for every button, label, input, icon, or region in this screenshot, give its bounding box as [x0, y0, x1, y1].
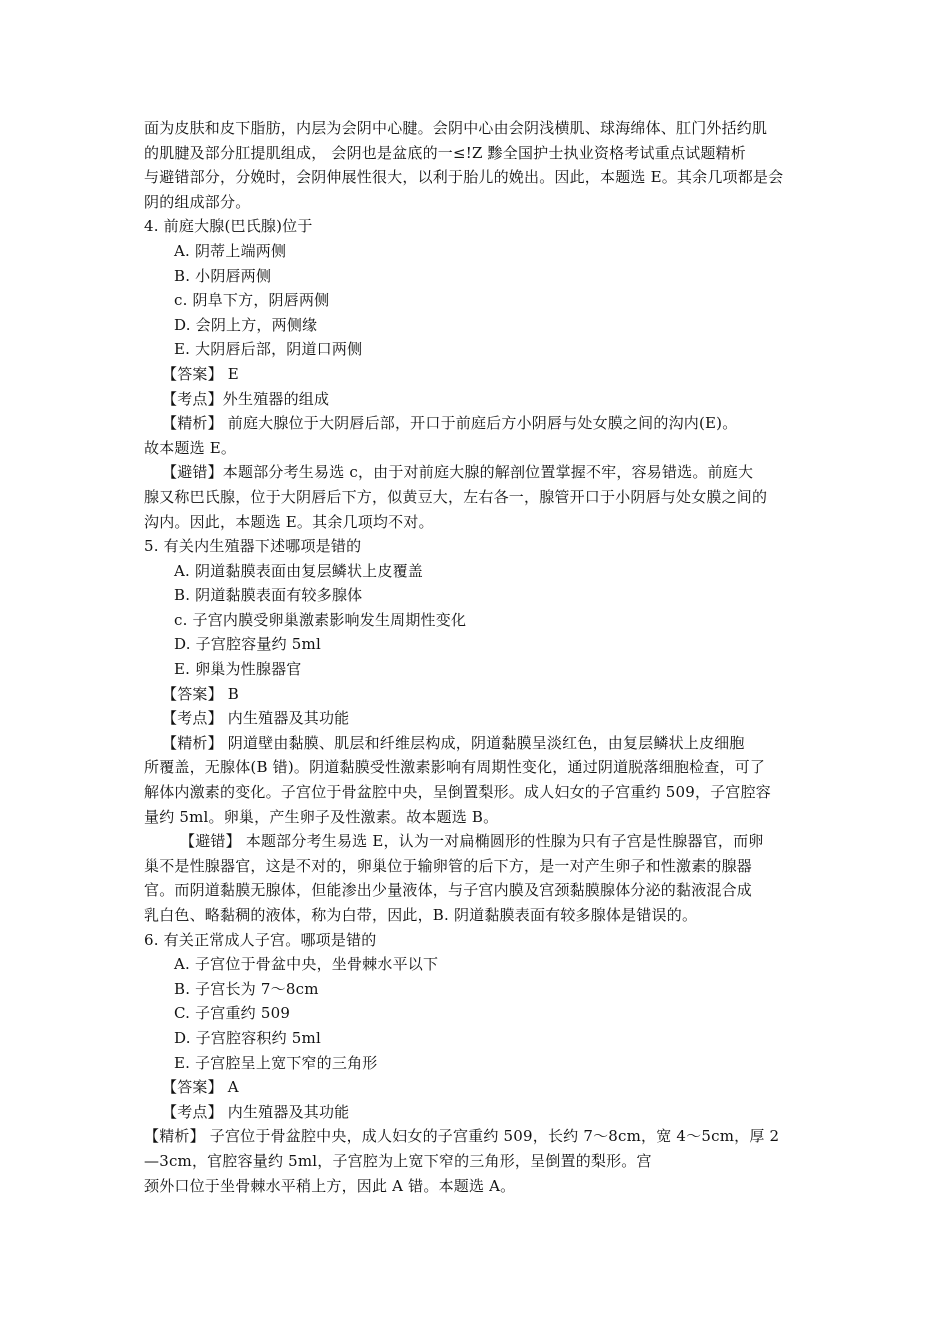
text-line: 6. 有关正常成人子宫。哪项是错的: [144, 930, 377, 949]
text-line: 【精析】 阴道壁由黏膜、肌层和纤维层构成，阴道黏膜呈淡红色，由复层鳞状上皮细胞: [162, 733, 745, 752]
text-line: C. 子宫重约 509: [174, 1004, 291, 1023]
text-line: 4. 前庭大腺(巴氏腺)位于: [144, 217, 313, 236]
text-line: D. 子宫腔容积约 5ml: [174, 1028, 321, 1047]
text-line: B. 小阴唇两侧: [174, 266, 272, 285]
text-line: A. 阴蒂上端两侧: [174, 241, 287, 260]
text-line: 乳白色、略黏稠的液体，称为白带，因此，B. 阴道黏膜表面有较多腺体是错误的。: [144, 906, 698, 924]
text-line: 【答案】 A: [162, 1078, 239, 1097]
text-line: 【避错】 本题部分考生易选 E，认为一对扁椭圆形的性腺为只有子宫是性腺器官，而卵: [180, 832, 764, 851]
text-line: 【答案】 E: [162, 364, 239, 383]
text-line: 面为皮肤和皮下脂肪，内层为会阴中心腱。会阴中心由会阴浅横肌、球海绵体、肛门外括约肌: [144, 119, 768, 137]
text-line: 【精析】 前庭大腺位于大阴唇后部，开口于前庭后方小阴唇与处女膜之间的沟内(E)。: [162, 414, 738, 433]
text-line: 【考点】 内生殖器及其功能: [162, 1102, 350, 1121]
text-line: 与避错部分，分娩时，会阴伸展性很大，以利于胎儿的娩出。因此，本题选 E。其余几项都是会: [144, 168, 784, 187]
text-line: 颈外口位于坐骨棘水平稍上方，因此 A 错。本题选 A。: [144, 1176, 516, 1195]
text-line: 的肌腱及部分肛提肌组成， 会阴也是盆底的一≤!Z 黪全国护士执业资格考试重点试题精析: [144, 143, 746, 162]
text-line: 量约 5ml。卵巢，产生卵子及性激素。故本题选 B。: [144, 807, 499, 826]
text-line: B. 阴道黏膜表面有较多腺体: [174, 586, 363, 605]
text-line: 腺又称巴氏腺，位于大阴唇后下方，似黄豆大，左右各一，腺管开口于小阴唇与处女膜之间的: [144, 487, 768, 506]
text-line: E. 卵巢为性腺器官: [174, 660, 302, 679]
text-line: A. 阴道黏膜表面由复层鳞状上皮覆盖: [174, 561, 423, 580]
document-page: [144, 116, 812, 1198]
text-line: 阴的组成部分。: [144, 192, 251, 211]
text-line: 所覆盖，无腺体(B 错)。阴道黏膜受性激素影响有周期性变化，通过阴道脱落细胞检查，可了: [144, 758, 766, 777]
text-line: 5. 有关内生殖器下述哪项是错的: [144, 537, 362, 556]
text-line: 沟内。因此，本题选 E。其余几项均不对。: [144, 512, 434, 531]
text-line: c. 子宫内膜受卵巢激素影响发生周期性变化: [174, 610, 467, 629]
text-line: E. 大阴唇后部，阴道口两侧: [174, 340, 363, 359]
text-line: 【考点】 内生殖器及其功能: [162, 709, 350, 728]
text-line: 【避错】本题部分考生易选 c，由于对前庭大腺的解剖位置掌握不牢，容易错选。前庭大: [162, 463, 754, 482]
text-line: 官。而阴道黏膜无腺体，但能渗出少量液体，与子宫内膜及宫颈黏膜腺体分泌的黏液混合成: [144, 881, 753, 900]
text-line: 【答案】 B: [162, 684, 239, 703]
text-line: 故本题选 E。: [144, 438, 237, 457]
text-line: c. 阴阜下方，阴唇两侧: [174, 291, 330, 310]
text-line: 【考点】外生殖器的组成: [162, 389, 330, 408]
text-line: 【精析】 子宫位于骨盆腔中央，成人妇女的子宫重约 509，长约 7～8cm，宽 4～5cm，厚 2: [144, 1127, 780, 1146]
text-line: D. 会阴上方，两侧缘: [174, 315, 318, 334]
text-line: A. 子宫位于骨盆中央，坐骨棘水平以下: [174, 955, 439, 974]
text-line: E. 子宫腔呈上宽下窄的三角形: [174, 1053, 378, 1072]
text-line: —3cm，官腔容量约 5ml，子宫腔为上宽下窄的三角形，呈倒置的梨形。宫: [144, 1151, 652, 1170]
text-line: 巢不是性腺器官，这是不对的，卵巢位于输卵管的后下方，是一对产生卵子和性激素的腺器: [144, 856, 753, 875]
text-line: 解体内激素的变化。子宫位于骨盆腔中央，呈倒置梨形。成人妇女的子宫重约 509，子宫腔容: [144, 783, 772, 802]
text-line: D. 子宫腔容量约 5ml: [174, 635, 321, 654]
text-line: B. 子宫长为 7～8cm: [174, 979, 319, 998]
